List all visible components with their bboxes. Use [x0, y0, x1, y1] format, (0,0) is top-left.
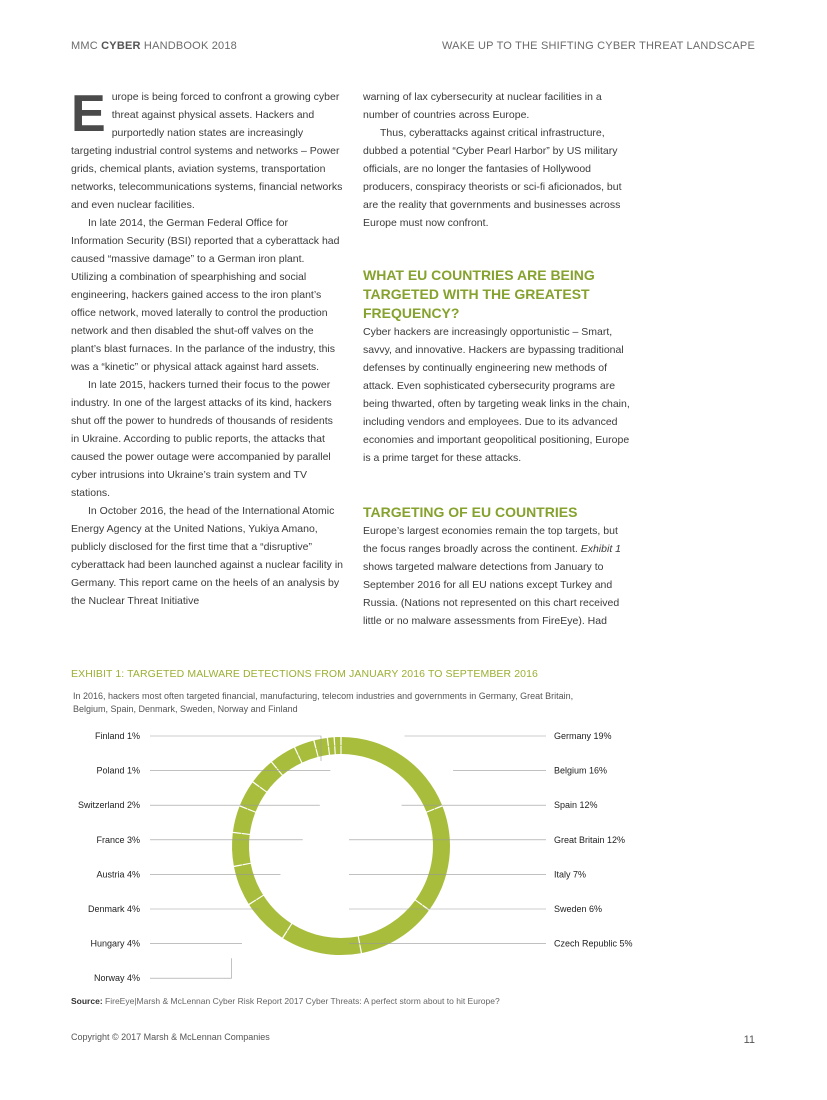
- leader-norway-4: [150, 958, 232, 978]
- exhibit-title: EXHIBIT 1: TARGETED MALWARE DETECTIONS FROM JANUARY 2016 TO SEPTEMBER 2016: [71, 668, 538, 680]
- label-austria-4: Austria 4%: [96, 869, 140, 880]
- exhibit-reference: Exhibit 1: [580, 543, 621, 555]
- source-text: FireEye|Marsh & McLennan Cyber Risk Report 2017 Cyber Threats: A perfect storm about to hit Europe?: [105, 996, 500, 1006]
- slice-norway-4: [233, 806, 255, 833]
- label-great-britain-12: Great Britain 12%: [554, 834, 626, 845]
- donut-chart: [60, 726, 660, 994]
- label-sweden-6: Sweden 6%: [554, 904, 603, 914]
- label-switzerland-2: Switzerland 2%: [77, 800, 140, 811]
- drop-cap: E: [71, 85, 106, 143]
- intro-text: urope is being forced to confront a growing cyber threat against physical assets. Hackers and purportedly nation states are increasingly targeting industrial control systems and networks – Power grids, chemical plants, aviation systems, transportation networks, telecommunications systems, financial networks and even nuclear facilities.: [71, 91, 343, 211]
- paragraph-pearl-harbor: Thus, cyberattacks against critical infrastructure, dubbed a potential “Cyber Pearl Harbor” by US military officials, are no longer the fantasies of Hollywood producers, conspiracy theorists or sci-fi aficionados, but are the reality that governments and businesses across Europe must now confront.: [363, 127, 622, 229]
- header-section-title: WAKE UP TO THE SHIFTING CYBER THREAT LANDSCAPE: [442, 40, 755, 52]
- label-spain-12: Spain 12%: [554, 800, 598, 811]
- slice-spain-12: [359, 901, 429, 953]
- paragraph-2016: In October 2016, the head of the International Atomic Energy Agency at the United Nations, Yukiya Amano, publicly disclosed for the first time that a “disruptive” cyberattack had been launched against a nuclear facility in Germany. This report came on the heels of an analysis by the Nuclear Threat Initiative: [71, 505, 344, 607]
- slice-italy-7: [249, 896, 291, 938]
- label-hungary-4: Hungary 4%: [90, 938, 140, 949]
- label-italy-7: Italy 7%: [554, 869, 587, 880]
- heading-frequency: WHAT EU COUNTRIES ARE BEING TARGETED WITH THE GREATEST FREQUENCY?: [363, 267, 595, 321]
- source-label: Source:: [71, 996, 103, 1006]
- paragraph-2015: In late 2015, hackers turned their focus to the power industry. In one of the largest attacks of its kind, hackers shut off the power to hundreds of thousands of residents in Ukraine. According to public reports, the attacks that caused the power outage were accompanied by parallel cyber intrusions into Ukraine’s train system and TV stations.: [71, 379, 333, 499]
- slice-czech-republic-5: [232, 833, 251, 866]
- label-belgium-16: Belgium 16%: [554, 765, 608, 776]
- slice-sweden-6: [234, 864, 263, 904]
- slice-belgium-16: [416, 806, 450, 909]
- brand-bold: CYBER: [101, 40, 141, 52]
- label-france-3: France 3%: [96, 834, 140, 845]
- paragraph-opportunistic: Cyber hackers are increasingly opportunistic – Smart, savvy, and innovative. Hackers are bypassing traditional defenses by continually engineering new methods of attack. Even sophisticated cybersecurity programs are being thwarted, often by targeting weak links in the chain, including vendors and employees. Due to its advanced economies and important geopolitical positioning, Europe is a prime target for these attacks.: [363, 326, 630, 464]
- header-brand: [71, 40, 237, 52]
- left-column: [71, 85, 344, 610]
- copyright: Copyright © 2017 Marsh & McLennan Companies: [71, 1032, 270, 1042]
- right-column: [363, 88, 635, 630]
- label-norway-4: Norway 4%: [93, 973, 140, 984]
- slice-poland-1: [328, 737, 335, 754]
- source-note: [71, 996, 500, 1006]
- label-germany-19: Germany 19%: [554, 731, 612, 741]
- label-finland-1: Finland 1%: [94, 731, 140, 741]
- targeting-text-b: shows targeted malware detections from January to September 2016 for all EU nations except Turkey and Russia. (Nations not represented on this chart received little or no malware assessments from FireEye). Had: [363, 561, 620, 627]
- label-denmark-4: Denmark 4%: [87, 904, 140, 914]
- slice-germany-19: [342, 737, 443, 812]
- paragraph-targeting: [363, 522, 635, 630]
- targeting-text-a: Europe’s largest economies remain the top targets, but the focus ranges broadly across the continent.: [363, 525, 618, 555]
- intro-paragraph: [71, 85, 343, 214]
- slice-great-britain-12: [283, 924, 361, 955]
- heading-targeting: TARGETING OF EU COUNTRIES: [363, 504, 578, 520]
- page-number: 11: [743, 1034, 755, 1046]
- paragraph-continued: warning of lax cybersecurity at nuclear facilities in a number of countries across Europe.: [363, 91, 602, 121]
- label-poland-1: Poland 1%: [96, 765, 140, 776]
- brand-suffix: HANDBOOK 2018: [143, 40, 238, 52]
- brand-prefix: MMC: [71, 40, 98, 52]
- exhibit-subtitle: In 2016, hackers most often targeted financial, manufacturing, telecom industries and governments in Germany, Great Britain, Belgium, Spain, Denmark, Sweden, Norway and Finland: [73, 691, 574, 714]
- paragraph-2014: In late 2014, the German Federal Office for Information Security (BSI) reported that a cyberattack had caused “massive damage” to a German iron plant. Utilizing a combination of spearphishing and social engineering, hackers gained access to the iron plant’s office network, moved laterally to control the production network and then disabled the shut-off valves on the plant’s blast furnaces. In the parlance of the industry, this was a “kinetic” or physical attack against hard assets.: [71, 217, 340, 373]
- slice-finland-1: [335, 737, 341, 754]
- label-czech-republic-5: Czech Republic 5%: [554, 938, 633, 949]
